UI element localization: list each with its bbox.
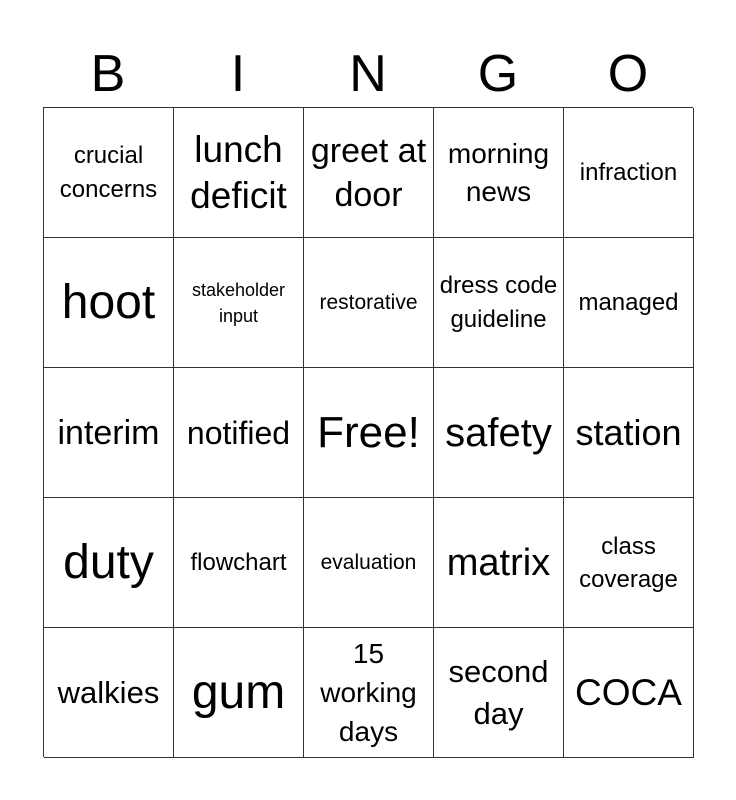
header-letter-g: G	[477, 45, 519, 103]
bingo-cell[interactable]	[174, 368, 304, 498]
free-space-cell[interactable]	[304, 368, 434, 498]
bingo-cell[interactable]	[174, 628, 304, 758]
header-letter-n: N	[349, 45, 387, 103]
bingo-cell[interactable]	[434, 368, 564, 498]
bingo-header	[43, 44, 693, 104]
cell-text: safety	[445, 410, 552, 455]
bingo-cell[interactable]	[304, 238, 434, 368]
header-letter-i: I	[230, 45, 246, 103]
cell-text: duty	[63, 535, 154, 589]
cell-text: lunch deficit	[190, 128, 287, 216]
cell-text: infraction	[579, 158, 678, 186]
bingo-cell[interactable]	[434, 628, 564, 758]
cell-text: flowchart	[190, 548, 287, 576]
bingo-cell[interactable]	[304, 628, 434, 758]
cell-text: managed	[578, 288, 679, 316]
cell-text: morning news	[447, 137, 550, 207]
cell-text: stakeholder input	[191, 279, 286, 326]
bingo-cell[interactable]	[304, 108, 434, 238]
bingo-cell[interactable]	[564, 238, 694, 368]
bingo-cell[interactable]	[174, 238, 304, 368]
cell-text: evaluation	[320, 550, 417, 574]
bingo-cell[interactable]	[434, 498, 564, 628]
bingo-board	[43, 107, 693, 757]
cell-text: walkies	[57, 674, 160, 710]
header-letter-b: B	[90, 45, 126, 103]
bingo-cell[interactable]	[304, 498, 434, 628]
bingo-cell[interactable]	[564, 498, 694, 628]
cell-text: dress code guideline	[439, 271, 558, 333]
cell-text: second day	[448, 653, 549, 731]
cell-text: matrix	[446, 541, 551, 584]
bingo-cell[interactable]	[44, 368, 174, 498]
bingo-cell[interactable]	[44, 108, 174, 238]
bingo-cell[interactable]	[434, 238, 564, 368]
cell-text: gum	[191, 665, 286, 719]
bingo-cell[interactable]	[174, 498, 304, 628]
cell-text: 15 working days	[320, 638, 417, 747]
bingo-cell[interactable]	[44, 628, 174, 758]
cell-text: interim	[57, 413, 160, 452]
cell-text: greet at door	[310, 131, 427, 214]
bingo-cell[interactable]	[564, 368, 694, 498]
cell-text: restorative	[319, 290, 418, 314]
cell-text: class coverage	[579, 532, 678, 593]
bingo-cell[interactable]	[44, 238, 174, 368]
cell-text: notified	[186, 414, 291, 451]
cell-text: COCA	[575, 671, 682, 713]
cell-text: station	[575, 411, 682, 453]
bingo-cell[interactable]	[44, 498, 174, 628]
free-space-text: Free!	[317, 407, 420, 457]
cell-text: crucial concerns	[59, 141, 158, 203]
bingo-cell[interactable]	[564, 628, 694, 758]
bingo-cell[interactable]	[434, 108, 564, 238]
bingo-cell[interactable]	[174, 108, 304, 238]
bingo-cell[interactable]	[564, 108, 694, 238]
header-letter-o: O	[607, 45, 649, 103]
cell-text: hoot	[61, 275, 156, 329]
